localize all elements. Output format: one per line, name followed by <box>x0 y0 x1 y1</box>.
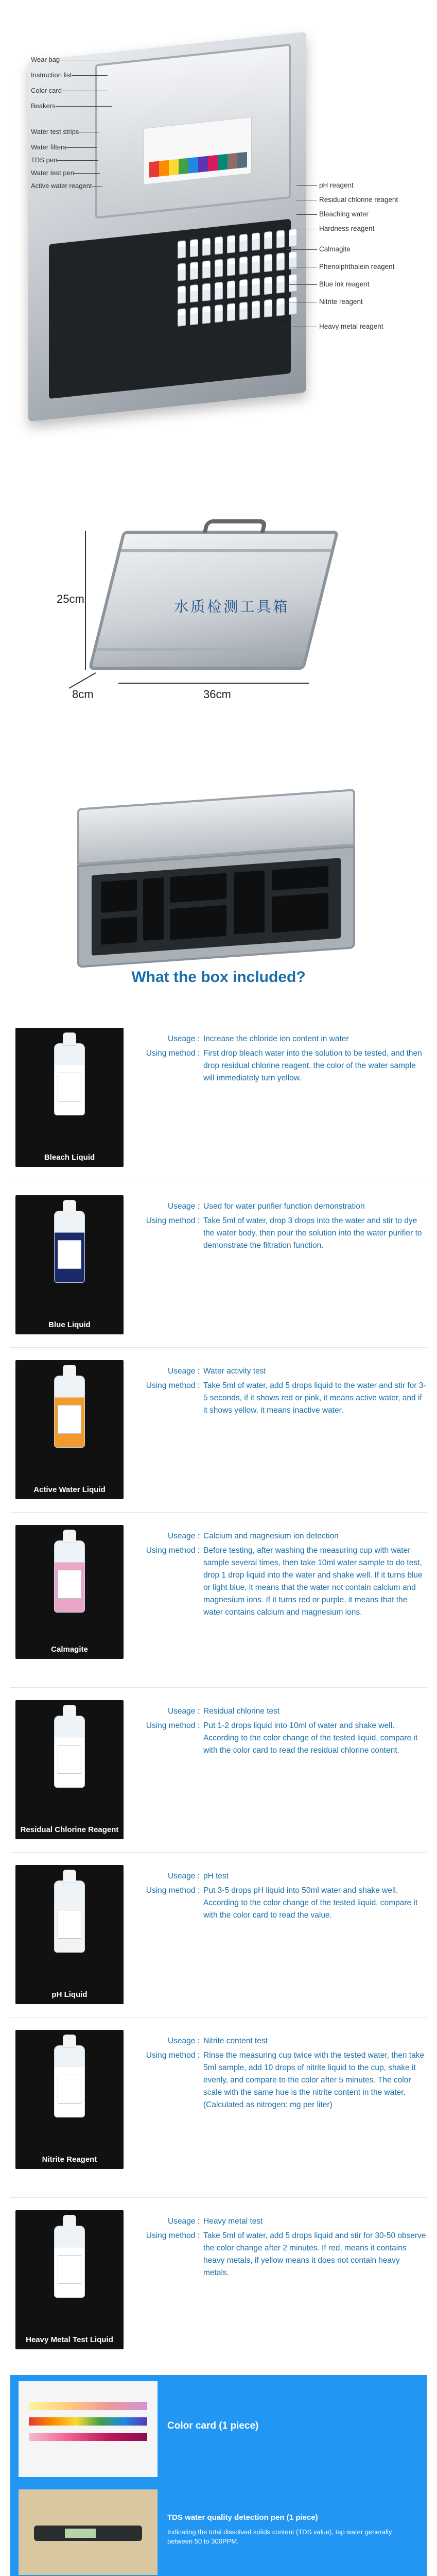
callout-ph-reagent: pH reagent <box>319 181 354 189</box>
usage-text: Increase the chloride ion content in water <box>203 1035 349 1043</box>
ph-liquid-image <box>15 1865 124 2004</box>
accessory-desc: Indicating the total dissolved solids content (TDS value), tap water generally between 50 to 300PPM. <box>167 2528 392 2545</box>
callout-heavy-metal: Heavy metal reagent <box>319 323 383 330</box>
usage-text: Residual chlorine test <box>203 1707 280 1716</box>
method-label: Using method : <box>146 2051 200 2060</box>
usage-label: Useage : <box>167 1707 200 1716</box>
callout-color-card: Color card <box>31 87 62 94</box>
method-text: Put 1-2 drops liquid into 10ml of water and shake well. According to the color change of the tested liquid, compare it with the color card to read the residual chlorine content. <box>203 1721 418 1755</box>
usage-text: Water activity test <box>203 1367 266 1376</box>
callout-calmagite: Calmagite <box>319 245 351 253</box>
case-lid <box>95 44 291 219</box>
accessory-title: Color card (1 piece) <box>167 2420 259 2431</box>
callout-water-test-strips: Water test strips <box>31 128 79 135</box>
item-blue-liquid <box>0 1190 437 1345</box>
callout-wear-bag: Wear bag <box>31 56 60 63</box>
method-text: Rinse the measuring cup twice with the tested water, then take 5ml sample, add 10 drops of nitrite liquid to the cup, shake it evenly, and compare to the color after 5 minutes. The color scale with the same hue is the nitrite content in the water. (Calculated as nitrogen: mg per liter) <box>203 2051 425 2109</box>
callout-water-test-pen: Water test pen <box>31 169 74 177</box>
method-label: Using method : <box>146 1886 200 1895</box>
usage-text: Used for water purifier function demonstration <box>203 1202 365 1211</box>
accessory-color-card <box>10 2375 427 2483</box>
accessory-tds-pen <box>10 2483 427 2576</box>
color-card-photo <box>19 2381 158 2477</box>
item-caption: Bleach Liquid <box>44 1153 95 1162</box>
callout-bleaching-water: Bleaching water <box>319 210 369 218</box>
callout-nitrite: Nitrite reagent <box>319 298 363 306</box>
width-label: 36cm <box>203 688 231 701</box>
method-label: Using method : <box>146 1721 200 1730</box>
item-heavy-metal-test-liquid <box>0 2205 437 2360</box>
accessory-title: TDS water quality detection pen (1 piece) <box>167 2513 318 2522</box>
section-title: What the box included? <box>131 969 306 986</box>
method-label: Using method : <box>146 1216 200 1225</box>
usage-text: Nitrite content test <box>203 2037 268 2045</box>
method-label: Using method : <box>146 2231 200 2240</box>
method-text: First drop bleach water into the solution to be tested, and then drop residual chlorine reagent, the color of the water sample will immediately turn yellow. <box>203 1049 422 1082</box>
height-label: 25cm <box>57 592 84 605</box>
item-calmagite <box>0 1520 437 1685</box>
reagent-tray <box>49 219 291 399</box>
blue-liquid-image <box>15 1195 124 1334</box>
usage-label: Useage : <box>167 2037 200 2045</box>
tds-pen-photo <box>19 2489 158 2575</box>
method-text: Take 5ml of water, add 5 drops liquid and stir for 30-50 observe the color change after 2 minutes. If red, means it contains heavy metals, if yellow means it does not contain heavy metals. <box>203 2231 426 2277</box>
nitrite-reagent-image <box>15 2030 124 2169</box>
usage-label: Useage : <box>167 1202 200 1211</box>
residual-chlorine-image <box>15 1700 124 1839</box>
method-label: Using method : <box>146 1546 200 1555</box>
usage-label: Useage : <box>167 2217 200 2226</box>
kit-overview-photo <box>0 0 437 412</box>
bleach-liquid-image <box>15 1028 124 1167</box>
color-card-image <box>144 117 252 185</box>
case-dimensions-photo <box>0 489 437 747</box>
method-label: Using method : <box>146 1381 200 1390</box>
calmagite-image <box>15 1525 124 1659</box>
usage-label: Useage : <box>167 1367 200 1376</box>
case-label: 水质检测工具箱 <box>174 599 290 615</box>
method-text: Put 3-5 drops pH liquid into 50ml water and shake well. According to the color change of the tested liquid, compare it with the color card to read the value. <box>203 1886 418 1920</box>
callout-blue-ink: Blue ink reagent <box>319 280 370 288</box>
item-active-water-liquid <box>0 1355 437 1510</box>
closed-case-image <box>88 531 339 670</box>
item-caption: pH Liquid <box>51 1990 88 1999</box>
usage-label: Useage : <box>167 1035 200 1043</box>
usage-label: Useage : <box>167 1532 200 1540</box>
callout-hardness-reagent: Hardness reagent <box>319 225 374 232</box>
item-bleach-liquid <box>0 1023 437 1177</box>
usage-text: Calcium and magnesium ion detection <box>203 1532 339 1540</box>
callout-tds-pen: TDS pen <box>31 156 57 164</box>
active-water-liquid-image <box>15 1360 124 1499</box>
callout-active-water-reagent: Active water reagent <box>31 182 92 190</box>
method-text: Before testing, after washing the measuring cup with water sample several times, then take 10ml water sample to do test, drop 1 drop liquid into the water and shake well. If it turns blue or light blue, it means that the water not contain calcium and magnesium ions. If it turns red or purple, it means that the water contains calcium and magnesium ions. <box>203 1546 423 1617</box>
item-ph-liquid <box>0 1860 437 2014</box>
heavy-metal-image <box>15 2210 124 2349</box>
item-caption: Nitrite Reagent <box>42 2155 97 2164</box>
item-caption: Active Water Liquid <box>33 1485 106 1494</box>
item-residual-chlorine-reagent <box>0 1695 437 1850</box>
callout-water-filters: Water filters <box>31 143 66 151</box>
item-caption: Blue Liquid <box>48 1320 91 1329</box>
usage-text: Heavy metal test <box>203 2217 263 2226</box>
method-text: Take 5ml of water, drop 3 drops into the water and stir to dye the water body, then pour the solution into the water purifier to demonstrate the filtration function. <box>203 1216 422 1250</box>
callout-beakers: Beakers <box>31 102 56 110</box>
callout-instruction-list: Instruction list <box>31 71 72 79</box>
item-nitrite-reagent <box>0 2025 437 2195</box>
usage-label: Useage : <box>167 1872 200 1880</box>
item-caption: Residual Chlorine Reagent <box>20 1825 119 1834</box>
empty-case-foam-photo <box>77 789 355 968</box>
method-label: Using method : <box>146 1049 200 1058</box>
callout-phenolphthalein: Phenolphthalein reagent <box>319 263 394 270</box>
item-caption: Calmagite <box>51 1645 88 1654</box>
method-text: Take 5ml of water, add 5 drops liquid to the water and stir for 3-5 seconds, if it shows red or pink, it means active water, and if it shows yellow, it means inactive water. <box>203 1381 426 1415</box>
callout-residual-chlorine: Residual chlorine reagent <box>319 196 398 204</box>
usage-text: pH test <box>203 1872 229 1880</box>
item-caption: Heavy Metal Test Liquid <box>26 2335 113 2344</box>
depth-label: 8cm <box>72 688 94 701</box>
